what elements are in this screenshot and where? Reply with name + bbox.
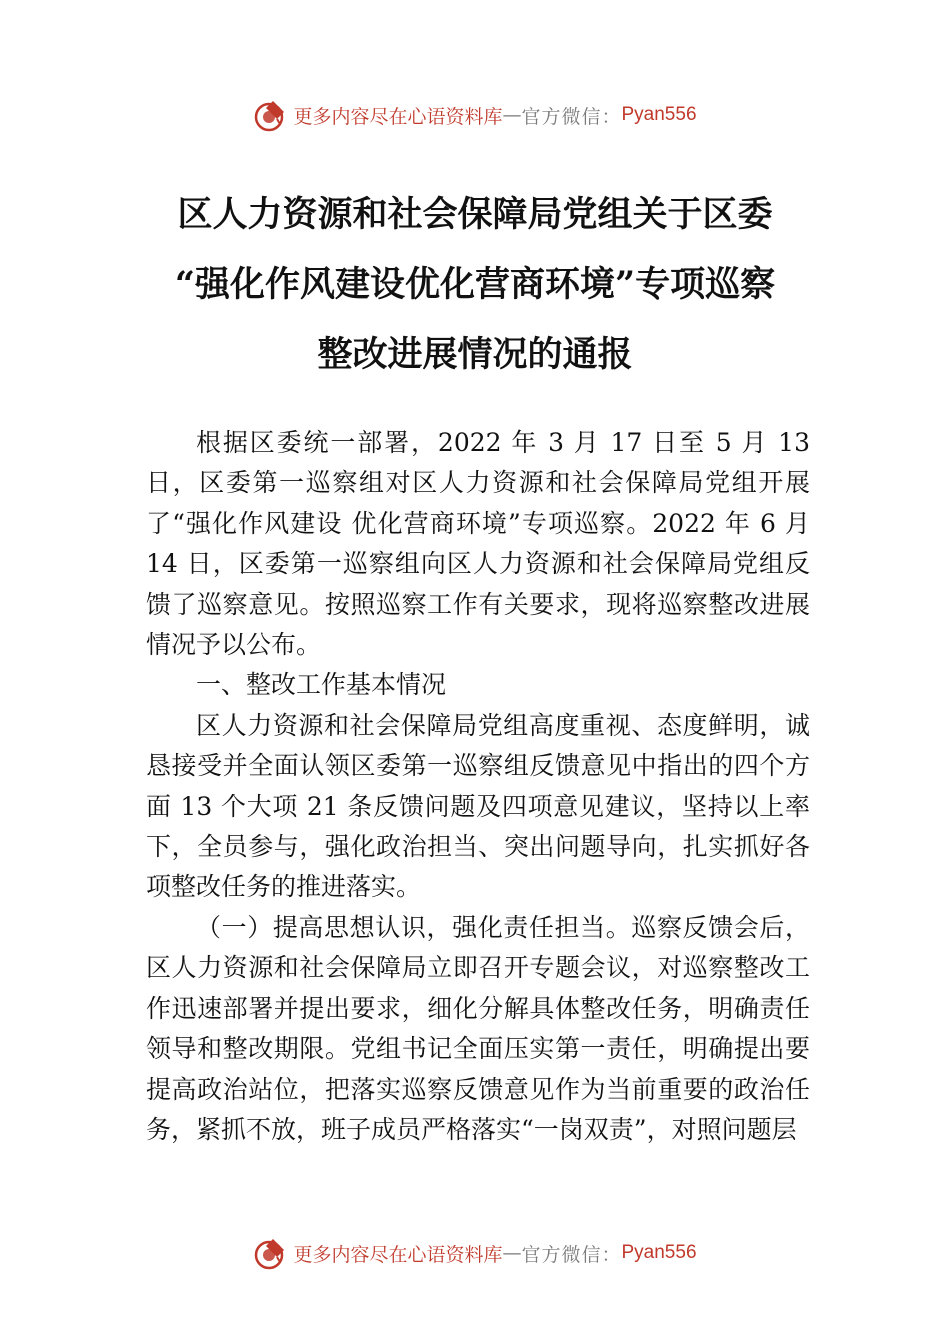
banner-text: 更多内容尽在心语资料库	[293, 1243, 503, 1266]
pen-seal-logo-icon	[253, 97, 289, 133]
document-title	[0, 180, 950, 390]
header-banner	[0, 95, 950, 135]
paragraph-subsection-1: （一）提高思想认识，强化责任担当。巡察反馈会后，区人力资源和社会保障局立即召开专题会议，对巡察整改工作迅速部署并提出要求，细化分解具体整改任务，明确责任领导和整改期限。党组书记全面压实第一责任，明确提出要提高政治站位，把落实巡察反馈意见作为当前重要的政治任务，紧抓不放，班子成员严格落实“一岗双责”，对照问题层	[146, 912, 810, 1144]
title-line-3: 整改进展情况的通报	[317, 334, 633, 375]
banner-wechat-label: 官方微信：	[521, 105, 622, 128]
pen-seal-logo-icon	[253, 1235, 289, 1271]
paragraph-overview: 区人力资源和社会保障局党组高度重视、态度鲜明，诚恳接受并全面认领区委第一巡察组反馈意见中指出的四个方面 13 个大项 21 条反馈问题及四项意见建议，坚持以上率下，全员参与，强化政治担当、突出问题导向，扎实抓好各项整改任务的推进落实。	[146, 710, 810, 902]
banner-text: 更多内容尽在心语资料库	[293, 105, 503, 128]
banner-wechat-label: 官方微信：	[521, 1243, 622, 1266]
title-line-2: “强化作风建设优化营商环境”专项巡察	[174, 264, 776, 305]
banner-wechat-id: Pyan556	[621, 1242, 697, 1263]
banner-separator: —	[502, 1242, 522, 1264]
paragraph-intro: 根据区委统一部署，2022 年 3 月 17 日至 5 月 13 日，区委第一巡察组对区人力资源和社会保障局党组开展了“强化作风建设 优化营商环境”专项巡察。2022 年 6 月 14 日，区委第一巡察组向区人力资源和社会保障局党组反馈了巡察意见。按照巡察工作有关要求，现将巡察整改进展情况予以公布。	[146, 428, 810, 660]
banner-wechat-id: Pyan556	[621, 104, 697, 125]
banner-separator: —	[502, 104, 522, 126]
section-heading-1: 一、整改工作基本情况	[196, 670, 447, 700]
title-line-1: 区人力资源和社会保障局党组关于区委	[177, 194, 773, 235]
document-body	[146, 423, 810, 1150]
footer-banner	[0, 1233, 950, 1273]
